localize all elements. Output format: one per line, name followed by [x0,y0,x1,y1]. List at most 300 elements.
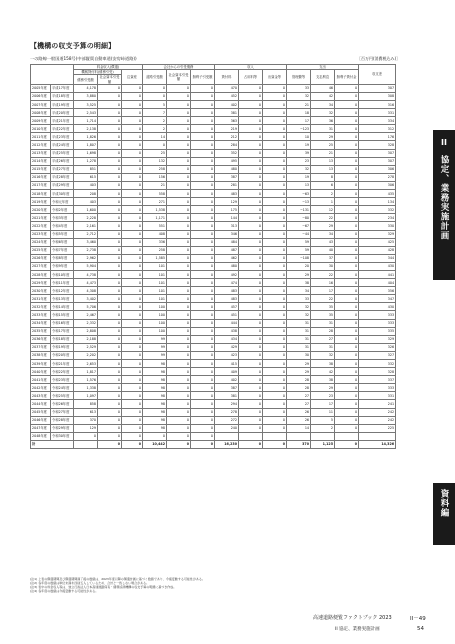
value-cell: 0 [191,254,215,262]
value-cell: 34 [287,287,311,295]
era-year-cell: 平成20年度 [51,109,74,117]
value-cell: 435 [359,190,396,198]
value-cell: 0 [335,206,359,214]
value-cell: 0 [239,279,263,287]
era-year-cell: 令和14年度 [51,303,74,311]
value-cell: 0 [122,222,143,230]
total-value-cell: 0 [263,440,287,448]
value-cell: 0 [122,376,143,384]
fiscal-year-cell: 2028年度 [31,270,51,278]
value-cell: 14 [143,133,167,141]
value-cell: 1,698 [74,149,98,157]
value-cell: 0 [167,384,191,392]
value-cell: 0 [74,432,98,440]
value-cell: 0 [191,141,215,149]
value-cell: 0 [263,327,287,335]
chapter-label: 協定、業務実施計画 [439,155,449,241]
value-cell: 429 [215,343,239,351]
value-cell: 425 [359,238,396,246]
value-cell: 0 [191,360,215,368]
value-cell: 100 [143,303,167,311]
header-exp-mgmt: 管理費等 [287,70,311,85]
value-cell: 0 [167,351,191,359]
value-cell: 0 [239,165,263,173]
value-cell: 0 [122,287,143,295]
value-cell: 175 [215,206,239,214]
value-cell: 0 [122,157,143,165]
value-cell: 1,278 [74,157,98,165]
value-cell: 3,460 [74,238,98,246]
value-cell: 0 [335,125,359,133]
value-cell: 0 [263,319,287,327]
value-cell: 0 [98,335,122,343]
value-cell: 101 [143,295,167,303]
value-cell: 14 [287,424,311,432]
era-year-cell: 令和16年度 [51,319,74,327]
value-cell: 0 [263,376,287,384]
value-cell: −63 [287,190,311,198]
table-row [31,117,396,125]
value-cell: 0 [263,400,287,408]
total-value-cell: 0 [191,440,215,448]
fiscal-year-cell: 2043年度 [31,392,51,400]
appendix-tab[interactable] [433,483,455,545]
table-row [31,376,396,384]
value-cell: 2,467 [74,311,98,319]
value-cell: 0 [239,238,263,246]
header-lease-b: 社会資本引受額 [167,70,191,85]
value-cell: 0 [191,165,215,173]
value-cell: 0 [191,343,215,351]
value-cell: 483 [215,295,239,303]
table-row [31,214,396,222]
value-cell: 0 [239,384,263,392]
value-cell: 98 [143,368,167,376]
value-cell: 0 [191,173,215,181]
era-year-cell: 令和13年度 [51,295,74,303]
value-cell: 0 [167,400,191,408]
value-cell: 0 [263,238,287,246]
value-cell: 129 [215,198,239,206]
value-cell: 1,338 [74,384,98,392]
value-cell: 0 [122,101,143,109]
value-cell: 428 [359,246,396,254]
value-cell: 100 [143,319,167,327]
value-cell: 0 [122,109,143,117]
value-cell: 306 [359,181,396,189]
value-cell: 0 [98,157,122,165]
value-cell: 328 [359,141,396,149]
value-cell: 0 [191,149,215,157]
value-cell: 0 [98,295,122,303]
value-cell: 0 [239,392,263,400]
era-year-cell: 平成18年度 [51,92,74,100]
value-cell: 0 [98,246,122,254]
total-value-cell: 1,125 [311,440,335,448]
value-cell: 34 [311,230,335,238]
value-cell: 31 [287,335,311,343]
value-cell: 258 [143,246,167,254]
value-cell [359,432,396,440]
table-row [31,311,396,319]
value-cell: 31 [311,319,335,327]
value-cell: 37 [311,254,335,262]
value-cell: 7 [143,109,167,117]
value-cell: 408 [143,230,167,238]
value-cell: 0 [167,287,191,295]
value-cell: 0 [191,384,215,392]
value-cell: 851 [74,165,98,173]
value-cell: 0 [122,262,143,270]
value-cell: 4,473 [74,279,98,287]
value-cell: 0 [98,408,122,416]
value-cell: 2,161 [74,222,98,230]
value-cell: 31 [311,343,335,351]
value-cell: 0 [191,246,215,254]
era-year-cell: 令和24年度 [51,384,74,392]
value-cell: 38 [311,376,335,384]
value-cell: 1 [311,198,335,206]
value-cell: 0 [167,319,191,327]
value-cell: 0 [143,141,167,149]
value-cell: 487 [215,246,239,254]
value-cell: 10 [287,133,311,141]
value-cell: 0 [98,343,122,351]
value-cell: 0 [167,368,191,376]
table-row [31,360,396,368]
value-cell: 0 [263,416,287,424]
value-cell: 333 [359,311,396,319]
value-cell: 38 [287,279,311,287]
value-cell: 0 [263,141,287,149]
fiscal-year-cell: 2041年度 [31,376,51,384]
era-year-cell: 令和19年度 [51,343,74,351]
value-cell: 4,308 [74,287,98,295]
value-cell: 307 [359,157,396,165]
value-cell: 333 [359,384,396,392]
fiscal-year-cell: 2035年度 [31,327,51,335]
value-cell: 99 [143,335,167,343]
fiscal-year-cell: 2010年度 [31,125,51,133]
value-cell: 0 [122,392,143,400]
total-label-cell: 計 [31,440,74,448]
footer-page-number: 54 [417,626,424,632]
value-cell: 25 [311,141,335,149]
fiscal-year-cell: 2038年度 [31,351,51,359]
fiscal-year-cell: 2036年度 [31,335,51,343]
value-cell: −131 [287,206,311,214]
total-row [31,440,396,448]
value-cell: 59 [287,238,311,246]
value-cell: 0 [122,327,143,335]
value-cell: 0 [98,392,122,400]
value-cell: 5 [143,101,167,109]
value-cell: 0 [122,190,143,198]
value-cell: 0 [98,173,122,181]
header-inc-total: 貸付料 [215,70,239,85]
value-cell: 0 [239,173,263,181]
value-cell: 98 [143,408,167,416]
value-cell: 0 [122,92,143,100]
table-row [31,392,396,400]
value-cell: 23 [287,157,311,165]
value-cell: 0 [191,190,215,198]
value-cell: 0 [335,92,359,100]
total-value-cell: 0 [335,440,359,448]
value-cell: 0 [98,319,122,327]
value-cell: 444 [215,319,239,327]
value-cell: 0 [122,254,143,262]
value-cell: 370 [74,416,98,424]
fiscal-year-cell: 2016年度 [31,173,51,181]
value-cell: 415 [215,360,239,368]
table-row [31,230,396,238]
fiscal-year-cell: 2020年度 [31,206,51,214]
value-cell: 0 [335,424,359,432]
value-cell: 0 [239,351,263,359]
fiscal-year-cell: 2012年度 [31,141,51,149]
era-year-cell: 平成19年度 [51,101,74,109]
value-cell: 0 [239,133,263,141]
value-cell: 0 [122,335,143,343]
value-cell: 0 [191,84,215,92]
value-cell: 363 [215,117,239,125]
footer-page-ref: II－49 [410,616,426,622]
value-cell: 46 [311,84,335,92]
value-cell: 0 [122,303,143,311]
table-row [31,109,396,117]
value-cell: 0 [167,214,191,222]
value-cell: 129 [74,424,98,432]
value-cell: 0 [122,408,143,416]
value-cell: 11 [311,408,335,416]
value-cell: 21 [143,181,167,189]
table-row [31,149,396,157]
value-cell: 32 [287,311,311,319]
value-cell: 0 [335,101,359,109]
value-cell: 0 [98,165,122,173]
value-cell: 0 [239,190,263,198]
value-cell: 0 [335,141,359,149]
total-value-cell: 10,442 [143,440,167,448]
era-year-cell: 令和20年度 [51,351,74,359]
value-cell: 0 [167,198,191,206]
value-cell: 0 [167,230,191,238]
value-cell: 0 [167,327,191,335]
fiscal-year-cell: 2021年度 [31,214,51,222]
value-cell: 132 [143,157,167,165]
value-cell: 0 [263,214,287,222]
value-cell: 0 [167,408,191,416]
value-cell: 0 [167,125,191,133]
value-cell: 100 [143,311,167,319]
table-row [31,384,396,392]
value-cell: 0 [167,141,191,149]
table-row [31,133,396,141]
value-cell: 0 [98,384,122,392]
value-cell: 381 [215,392,239,400]
value-cell: 0 [191,311,215,319]
value-cell: 0 [335,295,359,303]
value-cell: 0 [122,84,143,92]
table-row [31,222,396,230]
value-cell: 0 [191,416,215,424]
value-cell: 0 [239,230,263,238]
value-cell: 42 [311,368,335,376]
value-cell: 0 [122,384,143,392]
value-cell: 0 [167,360,191,368]
value-cell: 0 [122,311,143,319]
value-cell: 331 [359,109,396,117]
value-cell: 409 [215,368,239,376]
value-cell: 307 [359,149,396,157]
header-inc-other: 占用料等 [239,70,263,85]
value-cell: 28 [311,327,335,335]
value-cell: 551 [143,222,167,230]
fiscal-year-cell: 2013年度 [31,149,51,157]
value-cell: 156 [143,173,167,181]
value-cell: 98 [143,416,167,424]
value-cell: 0 [335,214,359,222]
footnote: (注2) 各年度の数値は単位未満を四捨五入しているため、合計と一致しない場合がある。 [30,581,150,586]
value-cell: 0 [191,408,215,416]
total-value-cell: 0 [167,440,191,448]
value-cell: 0 [263,262,287,270]
header-group-expense: 支出 [287,65,359,70]
value-cell: 134 [359,198,396,206]
value-cell: 0 [98,117,122,125]
value-cell: 278 [359,173,396,181]
value-cell: 451 [215,311,239,319]
value-cell: 0 [98,270,122,278]
era-year-cell: 令和7年度 [51,246,74,254]
value-cell: 0 [263,84,287,92]
value-cell: 0 [122,117,143,125]
era-year-cell: 令和4年度 [51,222,74,230]
value-cell: 0 [167,101,191,109]
value-cell: 1,600 [74,206,98,214]
value-cell: 32 [311,109,335,117]
value-cell: 1,817 [74,368,98,376]
value-cell: 21 [287,101,311,109]
value-cell: 492 [215,270,239,278]
header-exp-free: 無利子貸付金 [335,70,359,85]
value-cell: 4,738 [74,270,98,278]
value-cell: 0 [263,408,287,416]
value-cell: 0 [191,125,215,133]
value-cell: 0 [98,214,122,222]
value-cell: 0 [98,287,122,295]
page-title: 【機構の収支予算の明細】 [30,42,116,50]
value-cell: 387 [215,173,239,181]
value-cell: 0 [98,351,122,359]
era-year-cell: 令和12年度 [51,287,74,295]
value-cell: 0 [263,92,287,100]
value-cell: 1,826 [74,133,98,141]
era-year-cell: 令和26年度 [51,400,74,408]
value-cell: 2,332 [74,319,98,327]
value-cell: 441 [359,270,396,278]
value-cell: 0 [335,165,359,173]
value-cell: 0 [191,287,215,295]
value-cell: 0 [263,133,287,141]
value-cell: 334 [359,117,396,125]
fiscal-year-cell: 2034年度 [31,319,51,327]
value-cell: 0 [191,376,215,384]
value-cell: 1,097 [74,392,98,400]
value-cell: 0 [239,101,263,109]
value-cell: 0 [122,125,143,133]
value-cell: 29 [311,384,335,392]
table-row [31,270,396,278]
value-cell: 0 [239,84,263,92]
footnote: (注4) 各年度の数値は今後変動する可能性がある。 [30,589,99,594]
era-year-cell: 令和8年度 [51,254,74,262]
value-cell: 0 [167,173,191,181]
total-value-cell: 0 [98,440,122,448]
value-cell: 0 [263,360,287,368]
value-cell: 2,808 [74,327,98,335]
value-cell: 225 [359,424,396,432]
value-cell: 0 [191,335,215,343]
value-cell: 208 [74,190,98,198]
value-cell: 0 [167,246,191,254]
value-cell: 22 [311,270,335,278]
fiscal-year-cell: 2048年度 [31,432,51,440]
chapter-tab[interactable] [433,130,455,280]
value-cell: 271 [143,198,167,206]
value-cell: 0 [98,400,122,408]
value-cell: 0 [167,206,191,214]
value-cell: 403 [74,181,98,189]
value-cell: 613 [74,408,98,416]
value-cell: 2,138 [74,125,98,133]
value-cell: 430 [359,262,396,270]
fiscal-year-cell: 2024年度 [31,238,51,246]
value-cell: 0 [98,206,122,214]
value-cell: 0 [122,416,143,424]
value-cell: 0 [98,149,122,157]
value-cell: 313 [215,222,239,230]
value-cell: 2,228 [74,214,98,222]
fiscal-year-cell: 2022年度 [31,222,51,230]
value-cell: 2,653 [74,360,98,368]
era-year-cell: 令和3年度 [51,214,74,222]
value-cell: 2,738 [74,246,98,254]
fiscal-year-cell: 2026年度 [31,254,51,262]
table-row [31,206,396,214]
value-cell: 0 [98,432,122,440]
value-cell: 0 [263,270,287,278]
era-year-cell: 令和9年度 [51,262,74,270]
value-cell: 0 [98,84,122,92]
total-value-cell: 0 [239,440,263,448]
value-cell: 281 [215,181,239,189]
value-cell: 8 [311,173,335,181]
value-cell: 0 [167,149,191,157]
value-cell: 0 [167,222,191,230]
value-cell: 0 [122,149,143,157]
value-cell: 480 [215,262,239,270]
total-value-cell: 0 [122,440,143,448]
value-cell: 0 [335,319,359,327]
value-cell [215,432,239,440]
value-cell: 5,904 [74,262,98,270]
value-cell: 0 [191,400,215,408]
fiscal-year-cell: 2027年度 [31,262,51,270]
fiscal-year-cell: 2030年度 [31,287,51,295]
value-cell: 0 [98,101,122,109]
